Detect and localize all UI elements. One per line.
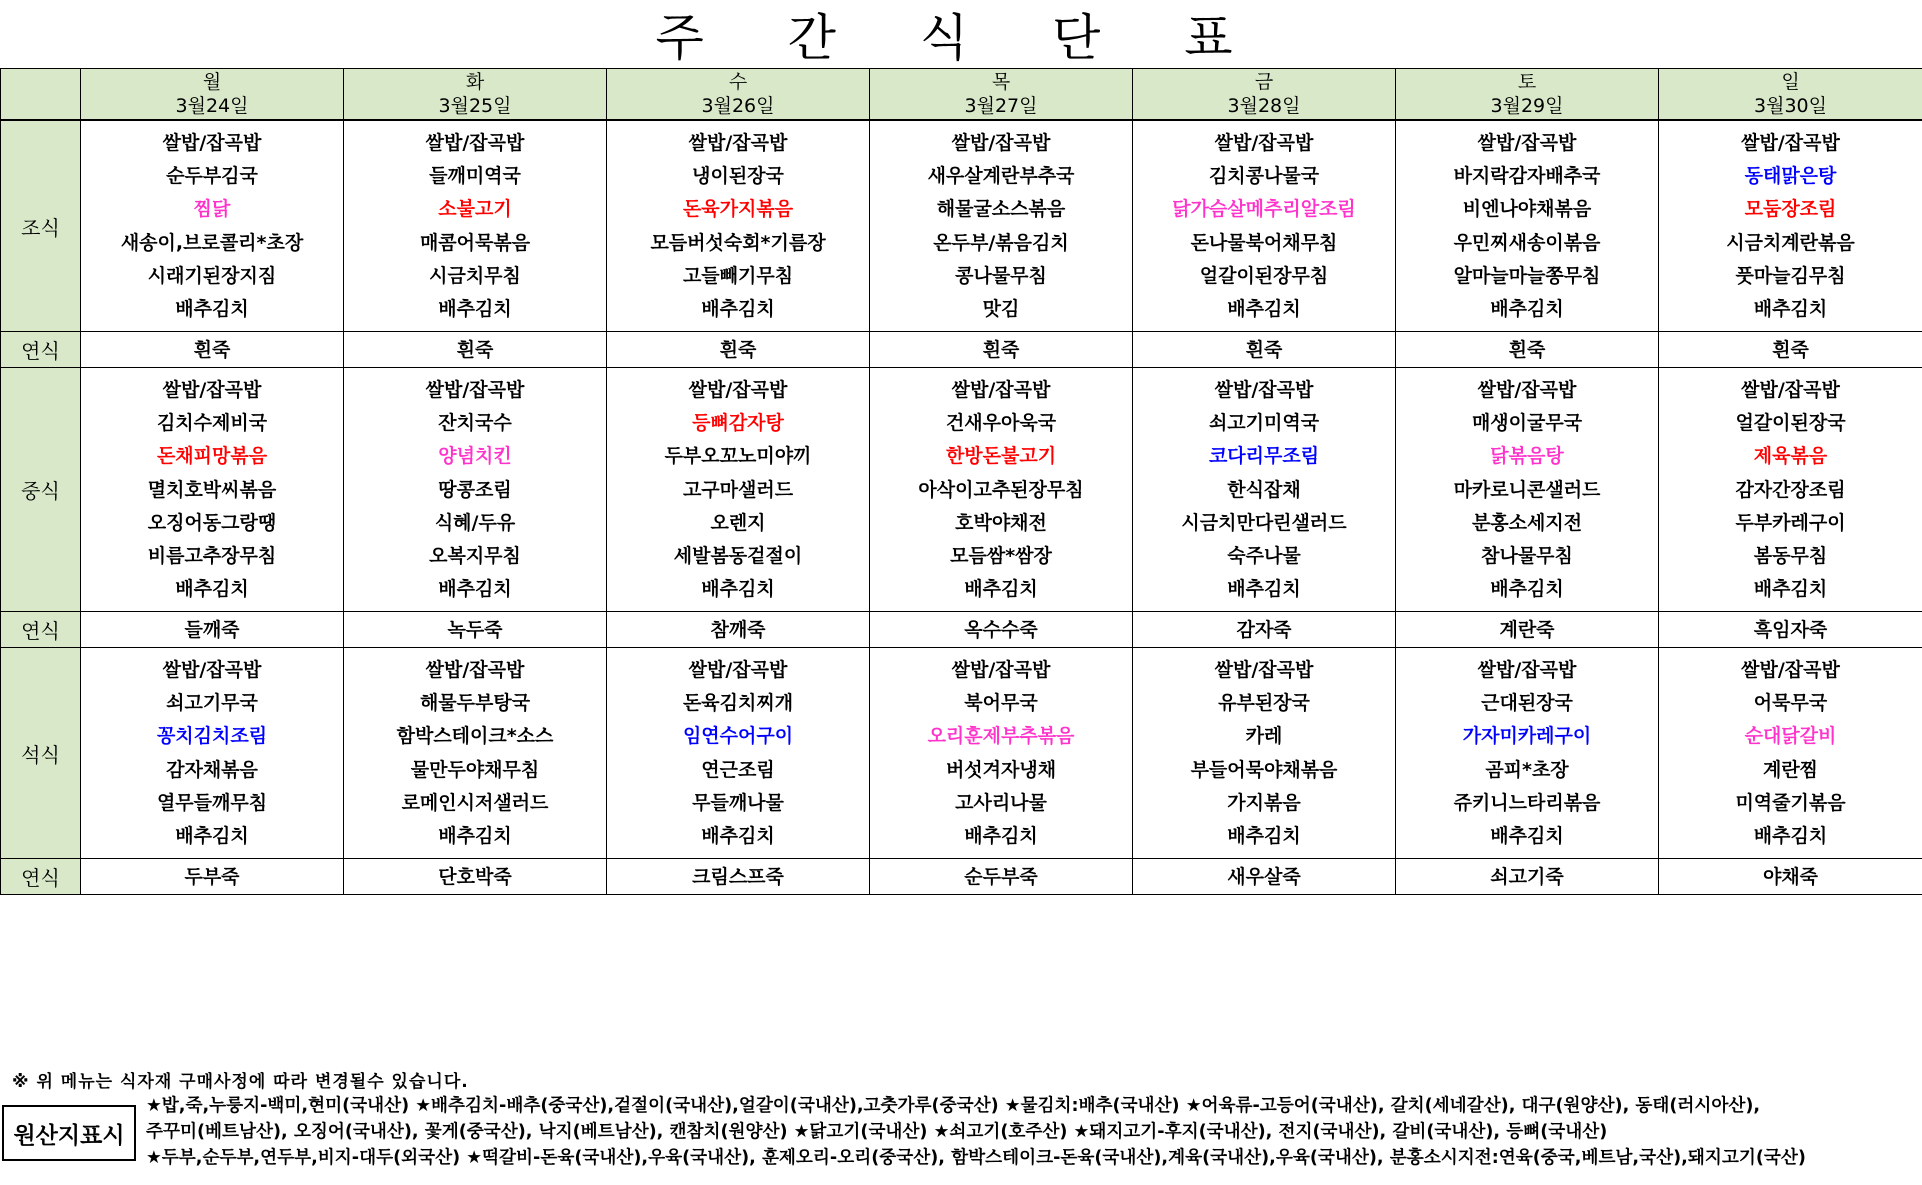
menu-cell: [81, 859, 344, 895]
menu-item: 시금치만다린샐러드: [1181, 511, 1347, 534]
menu-item: 배추김치: [701, 577, 775, 600]
menu-item: 배추김치: [438, 577, 512, 600]
menu-item: 감자채볶음: [166, 758, 258, 781]
origin-info: [146, 1093, 1916, 1171]
menu-cell: [1396, 859, 1659, 895]
menu-cell: [344, 368, 607, 612]
menu-item: 쌀밥/잡곡밥: [1741, 132, 1840, 155]
menu-item: 배추김치: [1227, 297, 1301, 320]
origin-line: 주꾸미(베트남산), 오징어(국내산), 꽃게(중국산), 낙지(베트남산), 캔참치(원양산) ★닭고기(국내산) ★쇠고기(호주산) ★돼지고기-후지(국내산), 전지(국내산), 갈비(국내산), 등뼈(국내산): [146, 1122, 1608, 1142]
menu-item: 매콤어묵볶음: [419, 231, 531, 254]
menu-item: 배추김치: [964, 577, 1038, 600]
menu-item: 쌀밥/잡곡밥: [688, 132, 788, 155]
menu-item: 해물두부탕국: [419, 692, 531, 715]
meal-label: 조식: [1, 120, 81, 332]
menu-item: 돈채피망볶음: [156, 445, 268, 468]
menu-cell: [1659, 612, 1922, 648]
menu-item: 쌀밥/잡곡밥: [951, 379, 1051, 402]
menu-cell: [1659, 648, 1922, 859]
menu-item: 두부오꼬노미야끼: [664, 445, 812, 468]
menu-cell: [607, 648, 870, 859]
menu-item: 멸치호박씨볶음: [147, 478, 277, 501]
menu-item: 돈나물북어채무침: [1190, 231, 1338, 254]
menu-item: 흑임자죽: [1753, 618, 1828, 641]
menu-item: 시금치계란볶음: [1726, 231, 1855, 254]
menu-item: 흰죽: [456, 338, 494, 361]
menu-item: 쌀밥/잡곡밥: [162, 659, 262, 682]
date-label: 3월28일: [1227, 95, 1301, 117]
page-title: 주 간 식 단 표: [655, 9, 1267, 67]
menu-item: 돈육김치찌개: [682, 692, 794, 715]
menu-item: 오징어동그랑땡: [147, 511, 277, 534]
meal-label: 연식: [1, 612, 81, 648]
date-label: 3월30일: [1754, 95, 1827, 117]
menu-item: 쌀밥/잡곡밥: [425, 132, 525, 155]
menu-item: 고구마샐러드: [682, 478, 794, 501]
menu-item: 식혜/두유: [434, 511, 516, 534]
menu-item: 흰죽: [1508, 338, 1546, 361]
menu-cell: [344, 612, 607, 648]
menu-item: 새우살계란부추국: [927, 165, 1075, 188]
menu-item: 배추김치: [1227, 577, 1301, 600]
menu-item: 시금치무침: [429, 264, 521, 287]
soft-diet-row: [1, 859, 1922, 895]
origin-line: ★두부,순두부,연두부,비지-대두(외국산) ★떡갈비-돈육(국내산),우육(국내산), 훈제오리-오리(중국산), 함박스테이크-돈육(국내산),계육(국내산),우육(국내산), 분홍소시지전:연육(중국,베트남,국산),돼지고기(국산): [146, 1148, 1806, 1168]
weekday-label: 월: [202, 71, 222, 93]
menu-item: 배추김치: [1490, 297, 1564, 320]
day-header: [1659, 69, 1922, 121]
menu-item: 배추김치: [438, 297, 512, 320]
menu-item: 소불고기: [438, 198, 512, 221]
menu-item: 모듬버섯숙회*기름장: [650, 231, 826, 254]
menu-cell: [1659, 332, 1922, 368]
menu-item: 어묵무국: [1753, 692, 1828, 715]
menu-item: 한식잡채: [1227, 478, 1301, 501]
origin-line: ★밥,죽,누룽지-백미,현미(국내산) ★배추김치-배추(중국산),겉절이(국내산),얼갈이(국내산),고춧가루(중국산) ★물김치:배추(국내산) ★어육류-고등어(국내산), 갈치(세네갈산), 대구(원양산), 동태(러시아산),: [146, 1096, 1761, 1116]
menu-cell: [870, 648, 1133, 859]
menu-item: 쌀밥/잡곡밥: [425, 659, 525, 682]
menu-item: 동태맑은탕: [1744, 165, 1837, 188]
menu-item: 쌀밥/잡곡밥: [425, 379, 525, 402]
menu-item: 물만두야채무침: [410, 758, 540, 781]
menu-item: 두부카레구이: [1735, 511, 1846, 534]
menu-cell: [870, 120, 1133, 332]
menu-item: 비름고추장무침: [147, 544, 277, 567]
soft-diet-row: [1, 612, 1922, 648]
menu-cell: [1659, 859, 1922, 895]
menu-item: 잔치국수: [438, 412, 512, 435]
menu-item: 순대닭갈비: [1744, 725, 1837, 748]
day-header: [1133, 69, 1396, 121]
menu-item: 녹두죽: [447, 618, 503, 641]
date-label: 3월27일: [964, 95, 1038, 117]
menu-cell: [870, 612, 1133, 648]
menu-item: 모듬쌈*쌈장: [950, 544, 1052, 567]
menu-item: 배추김치: [1753, 577, 1828, 600]
menu-item: 미역줄기볶음: [1735, 791, 1846, 814]
menu-item: 로메인시저샐러드: [401, 791, 549, 814]
origin-label: 원산지표시: [2, 1105, 136, 1161]
menu-cell: [1133, 332, 1396, 368]
menu-item: 제육볶음: [1753, 445, 1828, 468]
menu-item: 쌀밥/잡곡밥: [1214, 132, 1314, 155]
menu-item: 쇠고기죽: [1490, 865, 1564, 888]
menu-item: 배추김치: [701, 824, 775, 847]
meal-label: 연식: [1, 859, 81, 895]
weekday-label: 금: [1254, 71, 1274, 93]
menu-item: 옥수수죽: [964, 618, 1038, 641]
menu-item: 흰죽: [982, 338, 1020, 361]
meal-label: 중식: [1, 368, 81, 612]
day-header: [607, 69, 870, 121]
menu-item: 쌀밥/잡곡밥: [1741, 659, 1840, 682]
menu-item: 맛김: [982, 297, 1020, 320]
menu-item: 새송이,브로콜리*초장: [120, 231, 304, 254]
menu-item: 김치수제비국: [156, 412, 268, 435]
meal-row: [1, 368, 1922, 612]
menu-item: 쥬키니느타리볶음: [1453, 791, 1601, 814]
meal-row: [1, 120, 1922, 332]
menu-item: 호박야채전: [955, 511, 1047, 534]
menu-item: 들깨죽: [184, 618, 240, 641]
menu-item: 곰피*초장: [1485, 758, 1569, 781]
menu-item: 비엔나야채볶음: [1462, 198, 1592, 221]
menu-item: 닭볶음탕: [1490, 445, 1564, 468]
change-notice: ※ 위 메뉴는 식자재 구매사정에 따라 변경될수 있습니다.: [12, 1072, 469, 1092]
menu-item: 감자죽: [1236, 618, 1292, 641]
menu-cell: [1396, 332, 1659, 368]
menu-item: 쌀밥/잡곡밥: [951, 132, 1051, 155]
menu-cell: [870, 332, 1133, 368]
date-label: 3월25일: [438, 95, 512, 117]
menu-item: 양념치킨: [438, 445, 512, 468]
day-header: [1396, 69, 1659, 121]
menu-cell: [1396, 612, 1659, 648]
day-header: [81, 69, 344, 121]
menu-item: 배추김치: [1227, 824, 1301, 847]
weekday-label: 목: [991, 71, 1011, 93]
menu-item: 버섯겨자냉채: [945, 758, 1057, 781]
menu-item: 흰죽: [1772, 338, 1809, 361]
meal-label: 석식: [1, 648, 81, 859]
menu-cell: [1133, 120, 1396, 332]
menu-item: 연근조림: [701, 758, 775, 781]
date-label: 3월29일: [1490, 95, 1564, 117]
menu-item: 배추김치: [438, 824, 512, 847]
weekday-label: 토: [1517, 71, 1537, 93]
menu-item: 콩나물무침: [955, 264, 1047, 287]
menu-item: 얼갈이된장국: [1735, 412, 1846, 435]
menu-item: 숙주나물: [1227, 544, 1301, 567]
day-header: [870, 69, 1133, 121]
menu-item: 함박스테이크*소스: [396, 725, 554, 748]
menu-cell: [81, 368, 344, 612]
day-header: [344, 69, 607, 121]
menu-item: 쌀밥/잡곡밥: [688, 379, 788, 402]
menu-cell: [607, 859, 870, 895]
menu-item: 단호박죽: [438, 865, 512, 888]
weekday-label: 일: [1781, 71, 1800, 93]
menu-item: 찜닭: [193, 198, 231, 221]
menu-item: 쌀밥/잡곡밥: [1214, 379, 1314, 402]
menu-item: 참깨죽: [710, 618, 766, 641]
date-label: 3월24일: [175, 95, 249, 117]
menu-item: 꽁치김치조림: [156, 725, 268, 748]
menu-item: 오렌지: [710, 511, 766, 534]
menu-cell: [607, 612, 870, 648]
meal-label: 연식: [1, 332, 81, 368]
menu-item: 우민찌새송이볶음: [1453, 231, 1601, 254]
weekly-menu-table: [0, 68, 1922, 895]
menu-cell: [1133, 612, 1396, 648]
menu-item: 참나물무침: [1481, 544, 1573, 567]
menu-item: 코다리무조림: [1208, 445, 1320, 468]
menu-item: 알마늘마늘쫑무침: [1453, 264, 1601, 287]
weekday-label: 수: [728, 71, 748, 93]
menu-item: 모둠장조림: [1744, 198, 1837, 221]
menu-item: 계란죽: [1499, 618, 1555, 641]
menu-item: 크림스프죽: [692, 865, 784, 888]
menu-cell: [81, 332, 344, 368]
weekday-label: 화: [465, 71, 485, 93]
menu-cell: [1133, 368, 1396, 612]
menu-item: 임연수어구이: [682, 725, 794, 748]
menu-item: 배추김치: [1490, 577, 1564, 600]
menu-item: 세발봄동겉절이: [673, 544, 803, 567]
menu-item: 한방돈불고기: [945, 445, 1057, 468]
menu-item: 건새우아욱국: [945, 412, 1057, 435]
menu-item: 쇠고기무국: [166, 692, 258, 715]
menu-cell: [1133, 859, 1396, 895]
menu-item: 배추김치: [175, 577, 249, 600]
menu-item: 순두부죽: [964, 865, 1038, 888]
menu-item: 두부죽: [184, 865, 240, 888]
menu-item: 바지락감자배추국: [1453, 165, 1601, 188]
menu-item: 쌀밥/잡곡밥: [162, 132, 262, 155]
menu-item: 김치콩나물국: [1208, 165, 1320, 188]
menu-item: 쌀밥/잡곡밥: [1477, 659, 1577, 682]
menu-item: 배추김치: [964, 824, 1038, 847]
menu-item: 닭가슴살메추리알조림: [1172, 198, 1356, 221]
menu-item: 마카로니콘샐러드: [1453, 478, 1601, 501]
menu-item: 유부된장국: [1218, 692, 1310, 715]
menu-item: 쌀밥/잡곡밥: [951, 659, 1051, 682]
menu-item: 감자간장조림: [1735, 478, 1846, 501]
menu-item: 고들빼기무침: [682, 264, 794, 287]
menu-cell: [870, 368, 1133, 612]
menu-cell: [607, 120, 870, 332]
menu-item: 분홍소세지전: [1471, 511, 1583, 534]
menu-item: 온두부/볶음김치: [933, 231, 1069, 254]
menu-item: 매생이굴무국: [1471, 412, 1583, 435]
menu-item: 배추김치: [175, 297, 249, 320]
menu-item: 봄동무침: [1753, 544, 1828, 567]
menu-item: 쌀밥/잡곡밥: [1741, 379, 1840, 402]
menu-item: 해물굴소스볶음: [936, 198, 1066, 221]
menu-item: 카레: [1245, 725, 1283, 748]
menu-item: 돈육가지볶음: [682, 198, 794, 221]
menu-item: 들깨미역국: [429, 165, 521, 188]
menu-item: 배추김치: [1490, 824, 1564, 847]
menu-item: 새우살죽: [1227, 865, 1301, 888]
menu-item: 계란찜: [1762, 758, 1819, 781]
menu-item: 열무들깨무침: [156, 791, 268, 814]
menu-item: 배추김치: [175, 824, 249, 847]
menu-item: 가자미카레구이: [1462, 725, 1592, 748]
day-header-row: [1, 69, 1922, 121]
menu-item: 오리훈제부추볶음: [927, 725, 1075, 748]
menu-item: 북어무국: [964, 692, 1038, 715]
menu-item: 흰죽: [193, 338, 231, 361]
menu-cell: [607, 368, 870, 612]
menu-item: 배추김치: [1753, 824, 1828, 847]
menu-item: 쌀밥/잡곡밥: [1214, 659, 1314, 682]
menu-item: 고사리나물: [955, 791, 1047, 814]
menu-item: 배추김치: [1753, 297, 1828, 320]
menu-item: 근대된장국: [1481, 692, 1573, 715]
menu-item: 순두부김국: [166, 165, 258, 188]
menu-cell: [607, 332, 870, 368]
menu-cell: [81, 648, 344, 859]
menu-item: 쌀밥/잡곡밥: [1477, 132, 1577, 155]
date-label: 3월26일: [701, 95, 775, 117]
menu-cell: [81, 612, 344, 648]
menu-cell: [1396, 368, 1659, 612]
menu-cell: [344, 332, 607, 368]
menu-item: 쌀밥/잡곡밥: [1477, 379, 1577, 402]
menu-item: 무들깨나물: [692, 791, 784, 814]
menu-item: 아삭이고추된장무침: [918, 478, 1084, 501]
menu-item: 풋마늘김무침: [1735, 264, 1846, 287]
menu-item: 부들어묵야채볶음: [1190, 758, 1338, 781]
menu-cell: [344, 859, 607, 895]
menu-item: 쇠고기미역국: [1208, 412, 1320, 435]
meal-row: [1, 648, 1922, 859]
menu-item: 시래기된장지짐: [147, 264, 277, 287]
corner-cell: [1, 69, 81, 121]
menu-item: 땅콩조림: [438, 478, 512, 501]
menu-item: 오복지무침: [429, 544, 521, 567]
menu-cell: [1659, 368, 1922, 612]
menu-item: 배추김치: [701, 297, 775, 320]
menu-item: 얼갈이된장무침: [1199, 264, 1329, 287]
menu-item: 가지볶음: [1227, 791, 1301, 814]
menu-item: 흰죽: [719, 338, 757, 361]
menu-cell: [1133, 648, 1396, 859]
menu-cell: [1396, 120, 1659, 332]
menu-cell: [344, 648, 607, 859]
menu-cell: [344, 120, 607, 332]
menu-cell: [870, 859, 1133, 895]
menu-item: 등뼈감자탕: [692, 412, 784, 435]
menu-item: 흰죽: [1245, 338, 1283, 361]
soft-diet-row: [1, 332, 1922, 368]
menu-item: 쌀밥/잡곡밥: [688, 659, 788, 682]
menu-item: 야채죽: [1762, 865, 1819, 888]
menu-item: 쌀밥/잡곡밥: [162, 379, 262, 402]
menu-cell: [1659, 120, 1922, 332]
menu-cell: [1396, 648, 1659, 859]
menu-item: 냉이된장국: [692, 165, 784, 188]
menu-cell: [81, 120, 344, 332]
